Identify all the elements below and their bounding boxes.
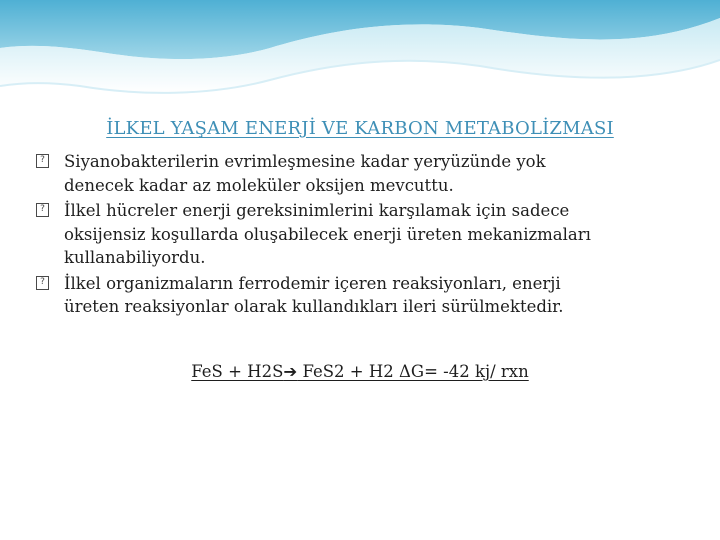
bullet-text-line: kullanabiliyordu.	[64, 248, 206, 267]
bullet-text-line: Siyanobakterilerin evrimleşmesine kadar yeryüzünde yok	[64, 152, 546, 171]
bullet-text-line: denecek kadar az moleküler oksijen mevcuttu.	[64, 175, 454, 195]
equation-reactants: FeS + H2S	[191, 362, 284, 381]
header-wave-decoration	[0, 0, 720, 110]
bullet-marker-icon: ?	[36, 203, 49, 217]
bullet-text-line: oksijensiz koşullarda oluşabilecek enerji üreten mekanizmaları	[64, 224, 591, 244]
chemical-equation	[0, 362, 720, 381]
reaction-arrow-icon: ➔	[283, 362, 298, 381]
bullet-text-line: İlkel organizmaların ferrodemir içeren reaksiyonları, enerji	[64, 273, 561, 293]
bullet-text-line: İlkel hücreler enerji gereksinimlerini karşılamak için sadece	[64, 201, 570, 220]
bullet-item	[36, 150, 696, 197]
bullet-item	[36, 272, 696, 319]
bullet-marker-icon: ?	[36, 276, 49, 290]
bullet-marker-icon: ?	[36, 154, 49, 168]
equation-text	[191, 362, 528, 381]
bullet-item	[36, 199, 696, 270]
bullet-list	[36, 150, 696, 321]
equation-products: FeS2 + H2 ΔG= -42 kj/ rxn	[297, 362, 529, 381]
bullet-text-line: üreten reaksiyonlar olarak kullandıkları ileri sürülmektedir.	[64, 297, 564, 316]
slide-title: İLKEL YAŞAM ENERJİ VE KARBON METABOLİZMASI	[106, 118, 614, 139]
